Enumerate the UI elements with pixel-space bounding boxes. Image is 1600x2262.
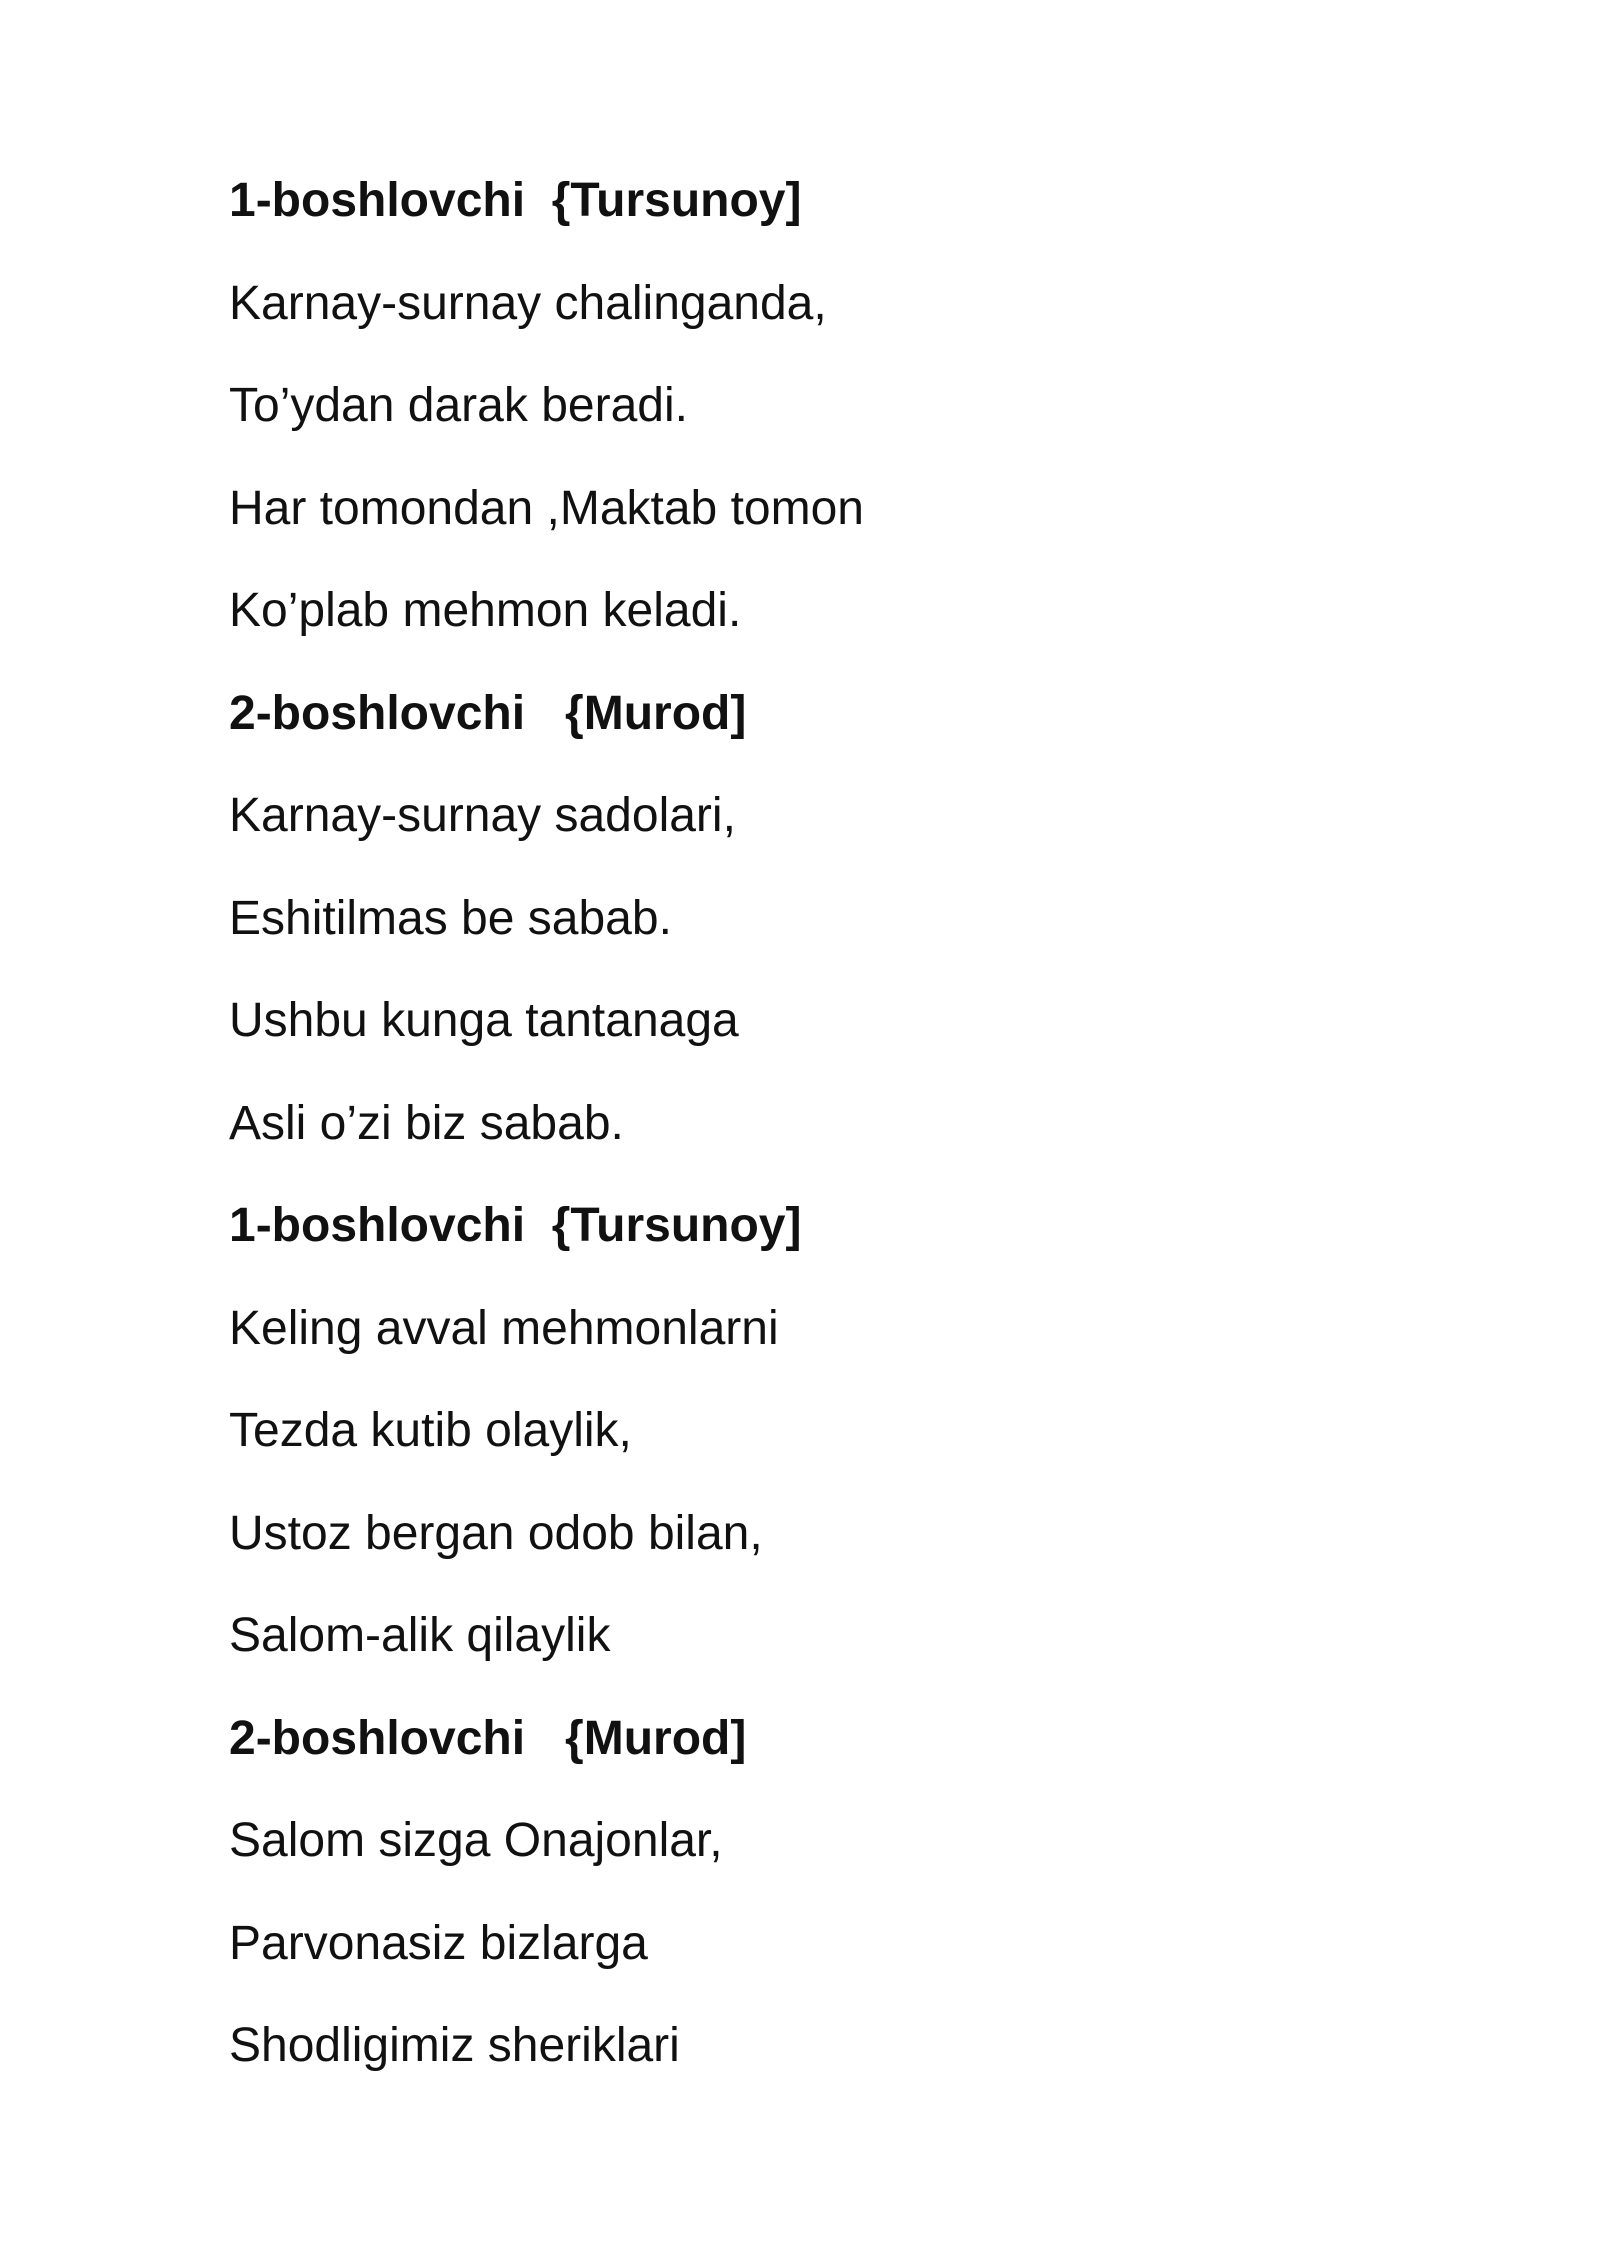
speaker-block [229,1688,1429,2098]
speaker-heading: 1-boshlovchi {Tursunoy] [229,174,802,227]
verse-line: Parvonasiz bizlarga [229,1916,648,1970]
verse-line: Eshitilmas be sabab. [229,891,672,945]
verse-line: Ustoz bergan odob bilan, [229,1506,763,1560]
script-text [229,150,1429,2098]
verse-line: Har tomondan ,Maktab tomon [229,481,864,535]
speaker-block [229,1175,1429,1688]
verse-line: Karnay-surnay chalinganda, [229,276,827,330]
verse-line: Ko’plab mehmon keladi. [229,584,742,637]
verse-line: Keling avval mehmonlarni [229,1301,779,1355]
verse-line: Karnay-surnay sadolari, [229,789,736,842]
verse-line: To’ydan darak beradi. [229,379,688,432]
verse-line: Salom-alik qilaylik [229,1609,611,1662]
verse-line: Salom sizga Onajonlar, [229,1814,723,1867]
speaker-heading: 1-boshlovchi {Tursunoy] [229,1199,802,1252]
speaker-block [229,150,1429,663]
verse-line: Tezda kutib olaylik, [229,1404,632,1457]
speaker-block [229,663,1429,1176]
speaker-heading: 2-boshlovchi {Murod] [229,1711,747,1765]
verse-line: Asli o’zi biz sabab. [229,1096,624,1150]
verse-line: Shodligimiz sheriklari [229,2019,680,2072]
verse-line: Ushbu kunga tantanaga [229,994,739,1047]
speaker-heading: 2-boshlovchi {Murod] [229,686,747,740]
